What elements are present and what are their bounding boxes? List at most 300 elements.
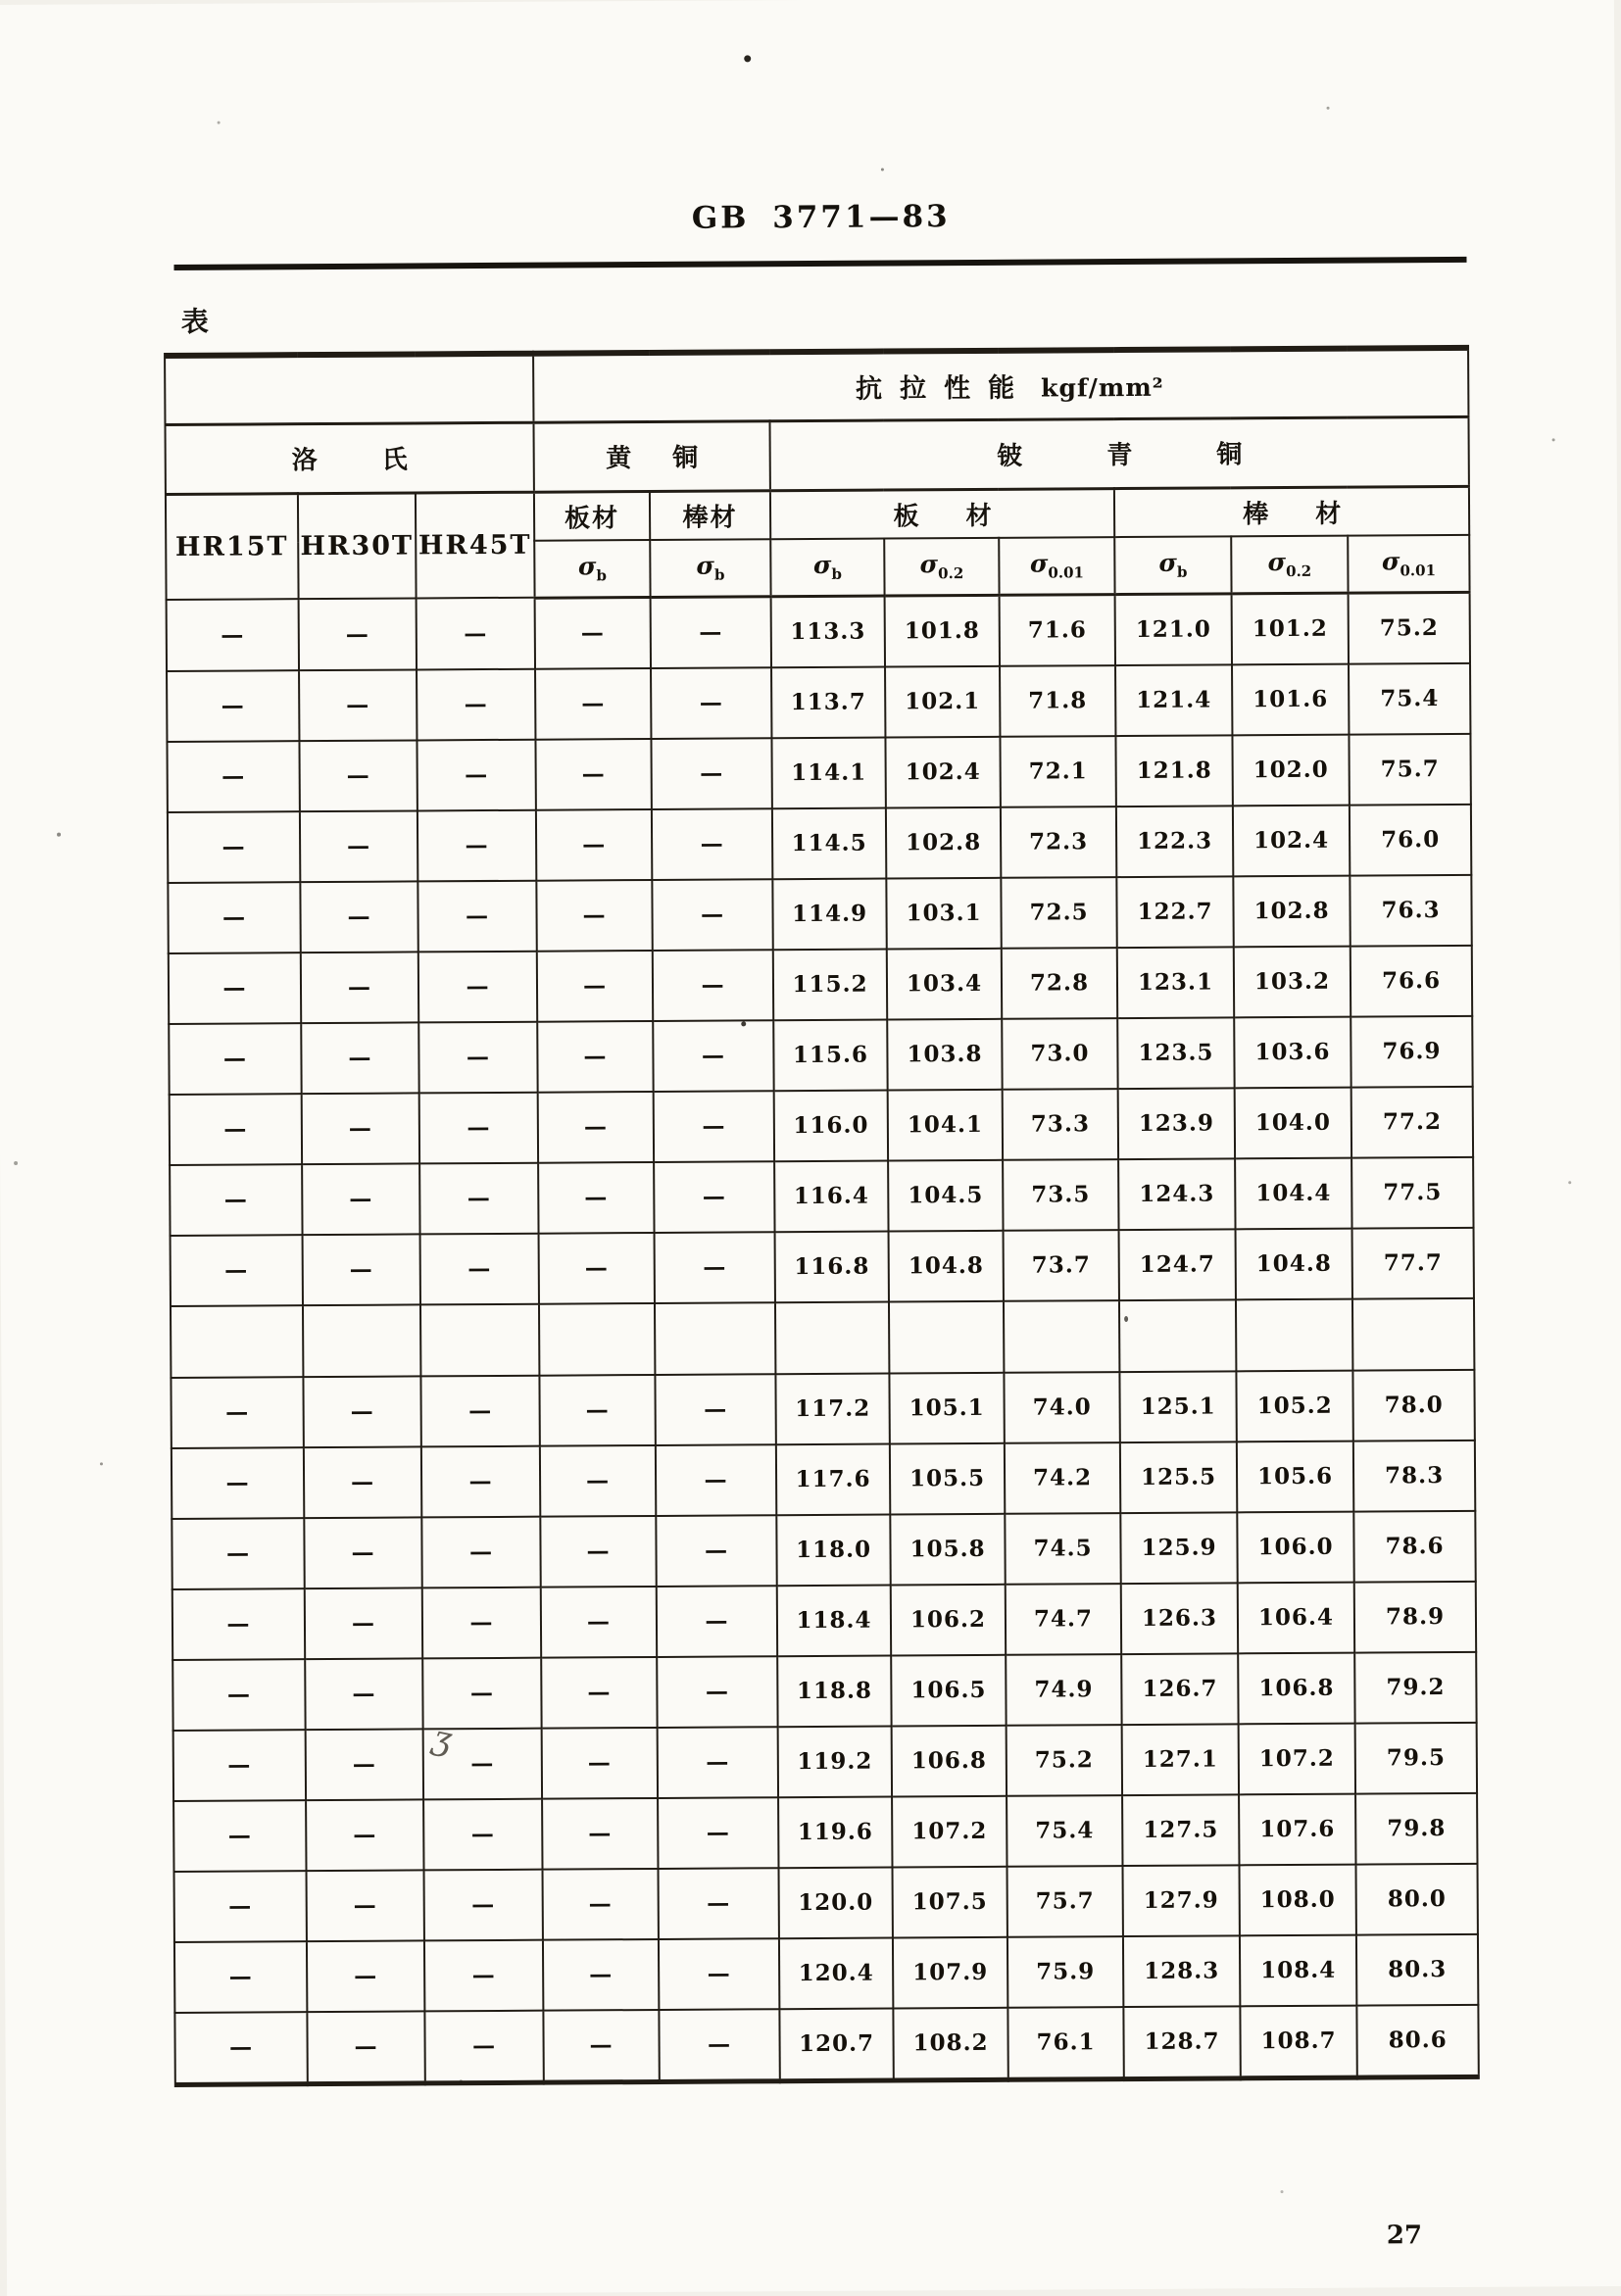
value-cell: 74.0 bbox=[1004, 1372, 1119, 1443]
dash-cell: — bbox=[174, 1941, 307, 2013]
value-cell: 116.4 bbox=[774, 1160, 888, 1232]
dash-cell: — bbox=[172, 1518, 304, 1589]
dash-cell: — bbox=[424, 1869, 543, 1940]
dash-cell: — bbox=[299, 598, 417, 669]
value-cell: 78.3 bbox=[1353, 1440, 1476, 1511]
value-cell: 121.0 bbox=[1115, 593, 1232, 664]
dash-cell: — bbox=[418, 951, 537, 1022]
dash-cell: — bbox=[422, 1657, 541, 1729]
table-row bbox=[168, 804, 1472, 882]
value-cell: 106.2 bbox=[891, 1584, 1006, 1655]
dash-cell: — bbox=[171, 1235, 303, 1306]
dash-cell: — bbox=[418, 809, 536, 881]
dash-cell: — bbox=[174, 2012, 307, 2084]
value-cell: 105.5 bbox=[890, 1442, 1005, 1514]
table-row bbox=[167, 592, 1471, 671]
table-row bbox=[172, 1440, 1476, 1518]
dash-cell: — bbox=[304, 1517, 421, 1588]
value-cell: 107.5 bbox=[893, 1866, 1007, 1937]
dash-cell: — bbox=[535, 597, 651, 668]
dash-cell: — bbox=[658, 1727, 778, 1798]
dash-cell: — bbox=[423, 1728, 542, 1799]
value-cell: 102.8 bbox=[1233, 875, 1350, 947]
scan-speck bbox=[14, 1161, 18, 1165]
scan-speck bbox=[881, 169, 884, 171]
dash-cell: — bbox=[172, 1588, 305, 1660]
dash-cell: — bbox=[651, 738, 771, 809]
value-cell: 121.8 bbox=[1115, 735, 1232, 806]
value-cell: 105.8 bbox=[890, 1513, 1005, 1585]
value-cell: 77.7 bbox=[1352, 1227, 1475, 1298]
beryllium-plate-label: 板材 bbox=[893, 501, 1039, 532]
table-body bbox=[167, 592, 1479, 2084]
dash-cell: — bbox=[535, 738, 651, 809]
value-cell: 126.7 bbox=[1121, 1653, 1238, 1725]
dash-cell: — bbox=[424, 1939, 543, 2011]
value-cell: 72.3 bbox=[1001, 806, 1116, 878]
value-cell: 75.4 bbox=[1349, 662, 1471, 734]
value-cell: 76.1 bbox=[1007, 2007, 1123, 2079]
scan-speck bbox=[741, 1021, 746, 1026]
spacer-row bbox=[171, 1297, 1475, 1377]
col-header-sigma-02-be-bar: $\sigma_{0.2}$ bbox=[1231, 536, 1348, 594]
table-row bbox=[171, 1227, 1475, 1305]
dash-cell: — bbox=[651, 667, 771, 739]
value-cell: 106.8 bbox=[892, 1725, 1007, 1796]
scan-speck bbox=[1568, 1181, 1571, 1184]
value-cell: 78.6 bbox=[1353, 1510, 1476, 1582]
brass-bar-header: 棒材 bbox=[650, 490, 770, 540]
value-cell: 106.8 bbox=[1238, 1652, 1354, 1724]
value-cell: 75.4 bbox=[1007, 1795, 1122, 1867]
dash-cell: — bbox=[304, 1446, 421, 1518]
table-row bbox=[168, 874, 1472, 953]
brass-label: 黄铜 bbox=[606, 443, 740, 474]
dash-cell: — bbox=[419, 1162, 538, 1234]
value-cell: 101.2 bbox=[1232, 593, 1349, 664]
dash-cell: — bbox=[652, 879, 772, 951]
dash-cell: — bbox=[307, 1940, 424, 2012]
col-header-sigma-001-be-bar: $\sigma_{0.01}$ bbox=[1348, 535, 1469, 593]
dash-cell: — bbox=[537, 1020, 653, 1092]
value-cell: 105.1 bbox=[889, 1372, 1004, 1443]
group-beryllium-bronze bbox=[770, 416, 1470, 490]
dash-cell: — bbox=[536, 808, 652, 880]
unit-label: kgf/mm² bbox=[1041, 373, 1164, 403]
tensile-properties-label: 抗拉性能 bbox=[855, 372, 1033, 405]
value-cell: 104.1 bbox=[888, 1089, 1003, 1160]
dash-cell: — bbox=[305, 1588, 422, 1659]
value-cell: 116.0 bbox=[774, 1090, 888, 1161]
value-cell: 115.2 bbox=[773, 949, 887, 1020]
value-cell: 116.8 bbox=[775, 1231, 889, 1302]
value-cell: 102.0 bbox=[1232, 734, 1349, 806]
col-header-hr15t: HR15T bbox=[166, 493, 299, 600]
empty-cell bbox=[171, 1305, 303, 1378]
table-row bbox=[172, 1510, 1476, 1588]
dash-cell: — bbox=[652, 808, 772, 880]
beryllium-bar-header bbox=[1114, 486, 1469, 537]
value-cell: 117.6 bbox=[776, 1443, 890, 1515]
value-cell: 102.8 bbox=[886, 806, 1001, 878]
dash-cell: — bbox=[300, 881, 418, 953]
header-row-groups bbox=[165, 416, 1469, 494]
dash-cell: — bbox=[542, 1727, 658, 1798]
dash-cell: — bbox=[172, 1659, 305, 1731]
value-cell: 104.8 bbox=[1236, 1228, 1352, 1299]
col-header-sigma-b-brass-plate: $\sigma_b$ bbox=[534, 540, 650, 598]
page-number: 27 bbox=[1386, 2221, 1423, 2251]
table-header bbox=[165, 348, 1470, 600]
dash-cell: — bbox=[418, 880, 536, 952]
empty-cell bbox=[775, 1301, 889, 1374]
value-cell: 119.6 bbox=[778, 1796, 892, 1868]
value-cell: 120.0 bbox=[779, 1867, 893, 1938]
dash-cell: — bbox=[540, 1444, 656, 1516]
value-cell: 102.4 bbox=[885, 736, 1000, 807]
value-cell: 73.7 bbox=[1004, 1230, 1119, 1301]
value-cell: 79.5 bbox=[1355, 1722, 1478, 1793]
value-cell: 74.9 bbox=[1006, 1654, 1121, 1726]
value-cell: 75.9 bbox=[1007, 1936, 1123, 2008]
value-cell: 107.2 bbox=[892, 1795, 1007, 1867]
value-cell: 108.4 bbox=[1240, 1934, 1356, 2006]
table-row bbox=[172, 1581, 1477, 1659]
dash-cell: — bbox=[543, 1868, 659, 1939]
value-cell: 72.5 bbox=[1001, 877, 1116, 949]
dash-cell: — bbox=[303, 1376, 420, 1447]
value-cell: 119.2 bbox=[778, 1726, 892, 1797]
table-row bbox=[167, 733, 1471, 811]
value-cell: 122.3 bbox=[1116, 806, 1233, 877]
value-cell: 73.3 bbox=[1003, 1089, 1118, 1160]
dash-cell: — bbox=[653, 950, 773, 1021]
dash-cell: — bbox=[421, 1516, 540, 1588]
dash-cell: — bbox=[420, 1375, 539, 1446]
dash-cell: — bbox=[421, 1445, 540, 1517]
table-row bbox=[174, 1863, 1479, 1941]
dash-cell: — bbox=[167, 599, 299, 670]
table-row bbox=[167, 662, 1471, 741]
dash-cell: — bbox=[541, 1656, 657, 1728]
header-corner-empty bbox=[165, 354, 533, 424]
dash-cell: — bbox=[423, 1798, 542, 1870]
value-cell: 72.8 bbox=[1002, 948, 1117, 1019]
value-cell: 114.1 bbox=[771, 737, 885, 808]
scan-speck bbox=[100, 1462, 103, 1465]
scan-speck bbox=[744, 55, 751, 62]
value-cell: 118.4 bbox=[777, 1585, 891, 1656]
value-cell: 77.2 bbox=[1351, 1086, 1474, 1157]
col-header-sigma-b-be-bar: $\sigma_b$ bbox=[1114, 536, 1231, 594]
col-header-sigma-001-be-plate: $\sigma_{0.01}$ bbox=[999, 537, 1114, 595]
table-label: 表 bbox=[180, 305, 209, 338]
value-cell: 73.0 bbox=[1002, 1018, 1117, 1090]
value-cell: 114.5 bbox=[772, 807, 886, 879]
dash-cell: — bbox=[417, 739, 535, 810]
value-cell: 74.2 bbox=[1005, 1442, 1120, 1514]
dash-cell: — bbox=[417, 668, 535, 740]
value-cell: 108.2 bbox=[893, 2007, 1007, 2079]
value-cell: 80.3 bbox=[1356, 1933, 1479, 2005]
value-cell: 125.1 bbox=[1119, 1371, 1236, 1442]
value-cell: 117.2 bbox=[775, 1373, 889, 1444]
dash-cell: — bbox=[306, 1729, 423, 1800]
value-cell: 118.8 bbox=[777, 1655, 891, 1727]
table-row bbox=[173, 1792, 1478, 1871]
value-cell: 107.6 bbox=[1239, 1793, 1355, 1865]
beryllium-bar-label: 棒材 bbox=[1243, 499, 1389, 530]
dash-cell: — bbox=[654, 1161, 774, 1233]
dash-cell: — bbox=[659, 2009, 779, 2081]
scan-speck bbox=[57, 833, 61, 837]
value-cell: 104.8 bbox=[889, 1230, 1004, 1301]
value-cell: 115.6 bbox=[773, 1019, 887, 1091]
value-cell: 113.7 bbox=[771, 666, 885, 738]
handwritten-mark: ʒ bbox=[428, 1717, 456, 1760]
col-header-sigma-b-be-plate: $\sigma_b$ bbox=[770, 539, 884, 597]
value-cell: 76.0 bbox=[1350, 804, 1472, 875]
table-row bbox=[169, 945, 1473, 1023]
dash-cell: — bbox=[306, 1799, 423, 1871]
dash-cell: — bbox=[307, 2011, 424, 2083]
value-cell: 121.4 bbox=[1115, 664, 1232, 736]
dash-cell: — bbox=[658, 1797, 778, 1869]
dash-cell: — bbox=[302, 1163, 419, 1235]
value-cell: 103.1 bbox=[886, 877, 1001, 949]
conversion-table bbox=[164, 345, 1480, 2087]
value-cell: 71.6 bbox=[1000, 594, 1115, 665]
dash-cell: — bbox=[299, 669, 417, 741]
value-cell: 76.9 bbox=[1351, 1015, 1473, 1087]
dash-cell: — bbox=[543, 2009, 659, 2081]
scan-speck bbox=[1552, 438, 1555, 441]
dash-cell: — bbox=[535, 667, 651, 739]
value-cell: 114.9 bbox=[772, 878, 886, 950]
value-cell: 106.0 bbox=[1237, 1511, 1353, 1583]
table-row bbox=[171, 1369, 1475, 1447]
rockwell-label: 洛氏 bbox=[291, 445, 472, 476]
value-cell: 102.1 bbox=[885, 665, 1000, 737]
table-row bbox=[172, 1651, 1477, 1730]
dash-cell: — bbox=[656, 1515, 776, 1587]
dash-cell: — bbox=[420, 1233, 539, 1304]
scan-speck bbox=[1281, 2190, 1284, 2193]
empty-cell bbox=[1236, 1298, 1352, 1371]
value-cell: 108.7 bbox=[1240, 2005, 1356, 2077]
value-cell: 103.6 bbox=[1234, 1016, 1351, 1088]
col-header-hr30t: HR30T bbox=[298, 492, 417, 599]
value-cell: 125.5 bbox=[1120, 1441, 1237, 1513]
dash-cell: — bbox=[167, 670, 299, 742]
empty-cell bbox=[1004, 1300, 1119, 1373]
value-cell: 122.7 bbox=[1116, 876, 1233, 948]
beryllium-label: 铍青铜 bbox=[997, 439, 1327, 471]
value-cell: 104.0 bbox=[1235, 1087, 1351, 1158]
dash-cell: — bbox=[539, 1232, 655, 1303]
value-cell: 123.5 bbox=[1117, 1017, 1234, 1089]
dash-cell: — bbox=[653, 1020, 773, 1092]
value-cell: 103.8 bbox=[887, 1018, 1002, 1090]
dash-cell: — bbox=[655, 1374, 775, 1445]
value-cell: 105.2 bbox=[1236, 1370, 1352, 1441]
value-cell: 80.0 bbox=[1356, 1863, 1479, 1934]
dash-cell: — bbox=[540, 1515, 656, 1587]
value-cell: 118.0 bbox=[776, 1514, 890, 1586]
value-cell: 78.9 bbox=[1354, 1581, 1477, 1652]
value-cell: 123.1 bbox=[1117, 947, 1234, 1018]
header-row-materials bbox=[166, 486, 1469, 543]
value-cell: 74.5 bbox=[1005, 1513, 1120, 1585]
empty-cell bbox=[889, 1300, 1004, 1373]
value-cell: 128.3 bbox=[1123, 1935, 1240, 2007]
dash-cell: — bbox=[424, 2010, 543, 2082]
dash-cell: — bbox=[303, 1234, 420, 1305]
value-cell: 124.3 bbox=[1118, 1158, 1235, 1230]
value-cell: 79.8 bbox=[1355, 1792, 1478, 1864]
dash-cell: — bbox=[168, 882, 300, 953]
col-header-sigma-02-be-plate: $\sigma_{0.2}$ bbox=[884, 538, 999, 596]
value-cell: 101.8 bbox=[885, 595, 1000, 666]
dash-cell: — bbox=[170, 1164, 302, 1236]
dash-cell: — bbox=[300, 810, 418, 882]
dash-cell: — bbox=[173, 1730, 306, 1801]
empty-cell bbox=[1119, 1299, 1236, 1372]
dash-cell: — bbox=[171, 1377, 303, 1448]
horizontal-rule bbox=[173, 257, 1466, 270]
scan-speck bbox=[460, 2079, 463, 2082]
value-cell: 106.5 bbox=[891, 1654, 1006, 1726]
value-cell: 123.9 bbox=[1118, 1088, 1235, 1159]
dash-cell: — bbox=[536, 879, 652, 951]
value-cell: 126.3 bbox=[1121, 1583, 1238, 1654]
table-row bbox=[169, 1015, 1473, 1094]
value-cell: 77.5 bbox=[1351, 1156, 1474, 1228]
dash-cell: — bbox=[167, 741, 299, 812]
table-row bbox=[173, 1722, 1478, 1800]
scan-speck bbox=[1124, 1316, 1128, 1322]
value-cell: 103.4 bbox=[887, 948, 1002, 1019]
dash-cell: — bbox=[172, 1447, 304, 1519]
empty-cell bbox=[420, 1303, 539, 1376]
group-brass bbox=[534, 420, 770, 491]
dash-cell: — bbox=[174, 1871, 307, 1942]
dash-cell: — bbox=[542, 1797, 658, 1869]
value-cell: 125.9 bbox=[1120, 1512, 1237, 1584]
value-cell: 101.6 bbox=[1232, 663, 1349, 735]
dash-cell: — bbox=[654, 1091, 774, 1162]
table-row bbox=[174, 2004, 1479, 2084]
dash-cell: — bbox=[169, 953, 301, 1024]
dash-cell: — bbox=[537, 950, 653, 1021]
value-cell: 124.7 bbox=[1119, 1229, 1236, 1300]
dash-cell: — bbox=[170, 1094, 302, 1165]
dash-cell: — bbox=[418, 1021, 537, 1093]
value-cell: 103.2 bbox=[1234, 946, 1351, 1017]
value-cell: 107.9 bbox=[893, 1936, 1007, 2008]
value-cell: 80.6 bbox=[1356, 2004, 1479, 2076]
beryllium-plate-header bbox=[770, 488, 1114, 539]
col-header-sigma-b-brass-bar: $\sigma_b$ bbox=[650, 539, 770, 597]
value-cell: 71.8 bbox=[1000, 665, 1115, 737]
dash-cell: — bbox=[302, 1093, 419, 1164]
value-cell: 79.2 bbox=[1354, 1651, 1477, 1723]
dash-cell: — bbox=[659, 1868, 779, 1939]
dash-cell: — bbox=[301, 1022, 418, 1094]
table-row bbox=[170, 1086, 1474, 1164]
value-cell: 127.9 bbox=[1123, 1865, 1240, 1936]
empty-cell bbox=[303, 1304, 420, 1377]
value-cell: 120.7 bbox=[779, 2008, 893, 2080]
dash-cell: — bbox=[417, 598, 535, 669]
dash-cell: — bbox=[305, 1658, 422, 1730]
doc-number: GB 3771—83 bbox=[691, 199, 951, 236]
scan-speck bbox=[1327, 107, 1330, 110]
value-cell: 74.7 bbox=[1006, 1584, 1121, 1655]
table-row bbox=[170, 1156, 1474, 1235]
dash-cell: — bbox=[168, 811, 300, 883]
value-cell: 120.4 bbox=[779, 1937, 893, 2009]
dash-cell: — bbox=[538, 1091, 654, 1162]
value-cell: 104.5 bbox=[888, 1159, 1003, 1231]
value-cell: 75.7 bbox=[1349, 733, 1471, 805]
value-cell: 108.0 bbox=[1240, 1864, 1356, 1935]
value-cell: 127.1 bbox=[1122, 1724, 1239, 1795]
value-cell: 76.3 bbox=[1350, 874, 1472, 946]
col-header-hr45t: HR45T bbox=[416, 492, 535, 599]
dash-cell: — bbox=[656, 1444, 776, 1516]
dash-cell: — bbox=[543, 1938, 659, 2010]
value-cell: 75.2 bbox=[1349, 592, 1471, 663]
dash-cell: — bbox=[539, 1374, 655, 1445]
value-cell: 106.4 bbox=[1238, 1582, 1354, 1653]
dash-cell: — bbox=[541, 1586, 657, 1657]
dash-cell: — bbox=[657, 1586, 777, 1657]
value-cell: 127.5 bbox=[1122, 1794, 1239, 1866]
empty-cell bbox=[539, 1302, 655, 1375]
value-cell: 107.2 bbox=[1239, 1723, 1355, 1794]
value-cell: 73.5 bbox=[1003, 1159, 1118, 1231]
dash-cell: — bbox=[419, 1092, 538, 1163]
value-cell: 104.4 bbox=[1235, 1157, 1351, 1229]
brass-plate-header: 板材 bbox=[534, 491, 650, 541]
value-cell: 78.0 bbox=[1352, 1369, 1475, 1441]
value-cell: 75.2 bbox=[1007, 1725, 1122, 1796]
dash-cell: — bbox=[173, 1800, 306, 1872]
value-cell: 113.3 bbox=[771, 596, 885, 667]
scan-speck bbox=[218, 122, 221, 124]
dash-cell: — bbox=[655, 1232, 775, 1303]
dash-cell: — bbox=[301, 952, 418, 1023]
group-rockwell bbox=[165, 422, 533, 494]
dash-cell: — bbox=[299, 740, 417, 811]
dash-cell: — bbox=[651, 596, 771, 667]
empty-cell bbox=[655, 1302, 775, 1375]
value-cell: 102.4 bbox=[1233, 805, 1350, 876]
value-cell: 76.6 bbox=[1351, 945, 1473, 1016]
dash-cell: — bbox=[307, 1870, 424, 1941]
value-cell: 72.1 bbox=[1000, 736, 1115, 807]
value-cell: 128.7 bbox=[1123, 2006, 1240, 2078]
dash-cell: — bbox=[538, 1161, 654, 1233]
value-cell: 105.6 bbox=[1237, 1441, 1353, 1512]
empty-cell bbox=[1352, 1297, 1475, 1370]
header-tensile-properties bbox=[533, 348, 1469, 422]
header-row-unit bbox=[165, 348, 1469, 424]
value-cell: 75.7 bbox=[1007, 1866, 1123, 1937]
dash-cell: — bbox=[657, 1656, 777, 1728]
table-row bbox=[174, 1933, 1479, 2012]
